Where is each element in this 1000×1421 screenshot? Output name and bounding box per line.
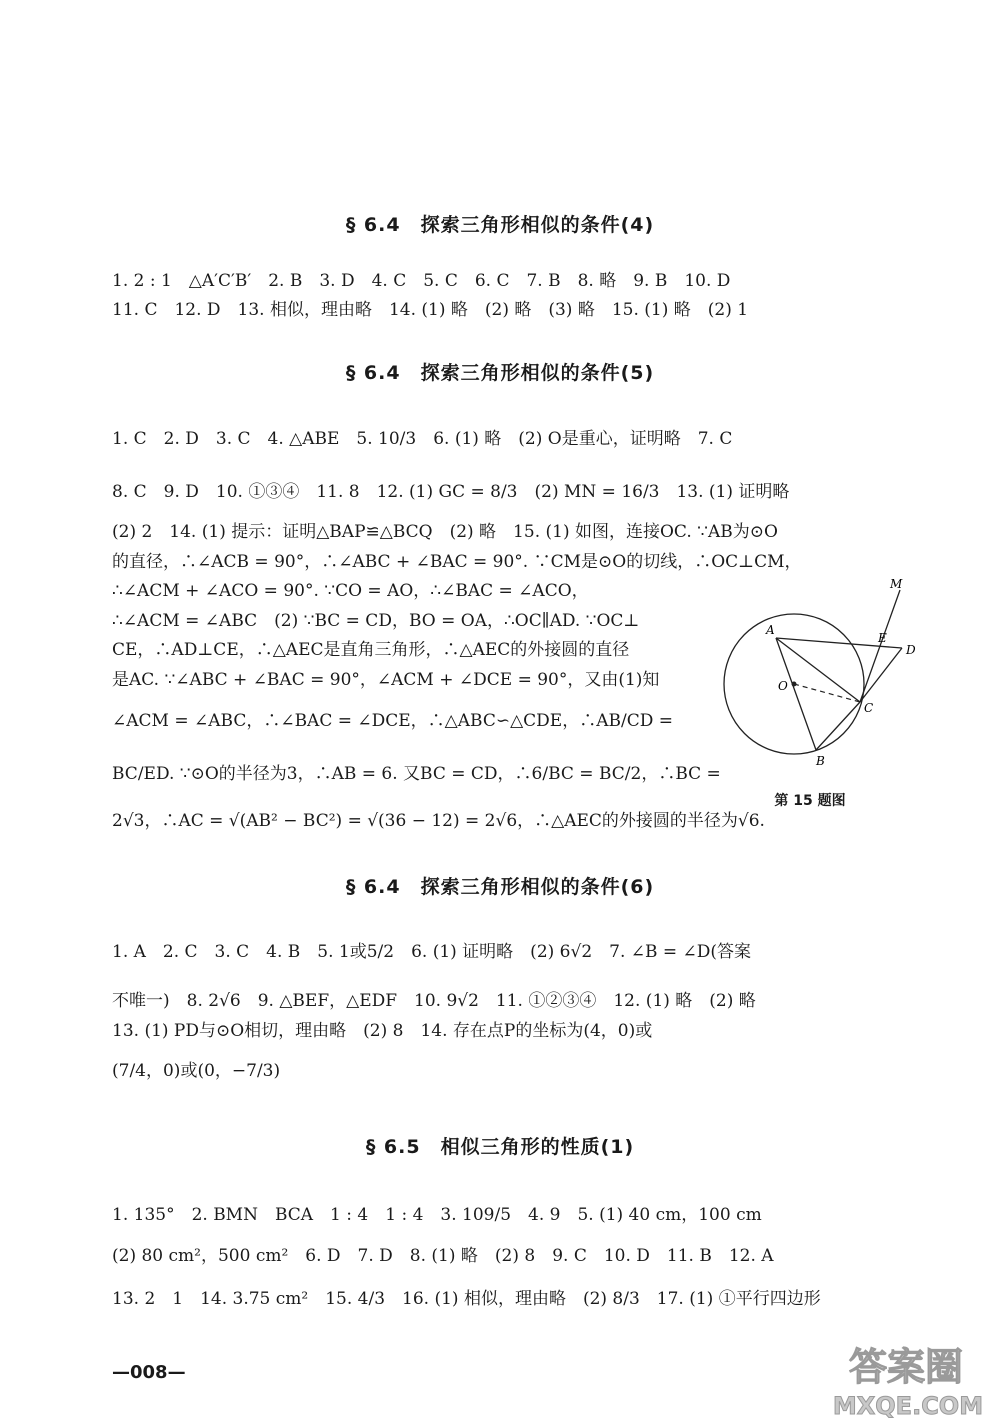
answer-line: ∠ACM = ∠ABC，∴∠BAC = ∠DCE，∴△ABC∽△CDE，∴AB/CD = [112, 711, 673, 731]
answer-line: ∴∠ACM = ∠ABC (2) ∵BC = CD，BO = OA，∴OC∥AD. ∵OC⊥ [112, 611, 640, 631]
label-c: C [864, 701, 874, 715]
answer-line: (2) 2 14. (1) 提示：证明△BAP≌△BCQ (2) 略 15. (1) 如图，连接OC. ∵AB为⊙O [112, 522, 778, 542]
watermark-url: MXQE.COM [832, 1392, 984, 1420]
watermark-text: 答案圈 [848, 1345, 964, 1389]
answer-line: 1. 2 : 1 △A′C′B′ 2. B 3. D 4. C 5. C 6. C 7. B 8. 略 9. B 10. D [112, 271, 731, 291]
answer-line: 的直径，∴∠ACB = 90°，∴∠ABC + ∠BAC = 90°. ∵CM是⊙O的切线，∴OC⊥CM， [112, 552, 802, 572]
answer-line: 1. C 2. D 3. C 4. △ABE 5. 10/3 6. (1) 略 (2) O是重心，证明略 7. C [112, 429, 733, 449]
answer-line: ∴∠ACM + ∠ACO = 90°. ∵CO = AO，∴∠BAC = ∠ACO， [112, 581, 589, 601]
label-b: B [816, 754, 825, 768]
answer-line: 13. (1) PD与⊙O相切，理由略 (2) 8 14. 存在点P的坐标为(4，0)或 [112, 1021, 653, 1041]
section-title-6-4-6: § 6.4 探索三角形相似的条件(6) [345, 876, 655, 898]
section-title-6-4-4: § 6.4 探索三角形相似的条件(4) [345, 214, 655, 236]
label-a: A [766, 623, 775, 637]
answer-line: 不唯一) 8. 2√6 9. △BEF，△EDF 10. 9√2 11. ①②③④ 12. (1) 略 (2) 略 [112, 991, 756, 1011]
figure-caption: 第 15 题图 [774, 793, 846, 809]
answer-line: (2) 80 cm²，500 cm² 6. D 7. D 8. (1) 略 (2) 8 9. C 10. D 11. B 12. A [112, 1246, 774, 1266]
answer-line: 1. A 2. C 3. C 4. B 5. 1或5/2 6. (1) 证明略 (2) 6√2 7. ∠B = ∠D(答案 [112, 942, 752, 962]
answer-line: 是AC. ∵∠ABC + ∠BAC = 90°，∠ACM + ∠DCE = 90°，又由(1)知 [112, 670, 660, 690]
label-o: O [778, 679, 788, 693]
answer-line: CE，∴AD⊥CE，∴△AEC是直角三角形，∴△AEC的外接圆的直径 [112, 640, 630, 660]
answer-line: 11. C 12. D 13. 相似，理由略 14. (1) 略 (2) 略 (3) 略 15. (1) 略 (2) 1 [112, 300, 749, 320]
answer-line: 2√3，∴AC = √(AB² − BC²) = √(36 − 12) = 2√6，∴△AEC的外接圆的半径为√6. [112, 811, 765, 831]
answer-line: 8. C 9. D 10. ①③④ 11. 8 12. (1) GC = 8/3 (2) MN = 16/3 13. (1) 证明略 [112, 482, 790, 502]
answer-line: 13. 2 1 14. 3.75 cm² 15. 4/3 16. (1) 相似，理由略 (2) 8/3 17. (1) ①平行四边形 [112, 1289, 821, 1309]
section-title-6-5-1: § 6.5 相似三角形的性质(1) [365, 1136, 635, 1158]
watermark-logo [816, 1340, 998, 1420]
section-title-6-4-5: § 6.4 探索三角形相似的条件(5) [345, 362, 655, 384]
label-m: M [890, 577, 903, 591]
answer-line: (7/4，0)或(0，−7/3) [112, 1061, 281, 1081]
answer-line: 1. 135° 2. BMN BCA 1 : 4 1 : 4 3. 109/5 4. 9 5. (1) 40 cm，100 cm [112, 1205, 762, 1225]
page-number: —008— [112, 1362, 186, 1383]
label-e: E [878, 631, 887, 645]
geometry-figure [712, 572, 944, 790]
label-d: D [906, 643, 916, 657]
answer-line: BC/ED. ∵⊙O的半径为3，∴AB = 6. 又BC = CD，∴6/BC = BC/2，∴BC = [112, 764, 721, 784]
